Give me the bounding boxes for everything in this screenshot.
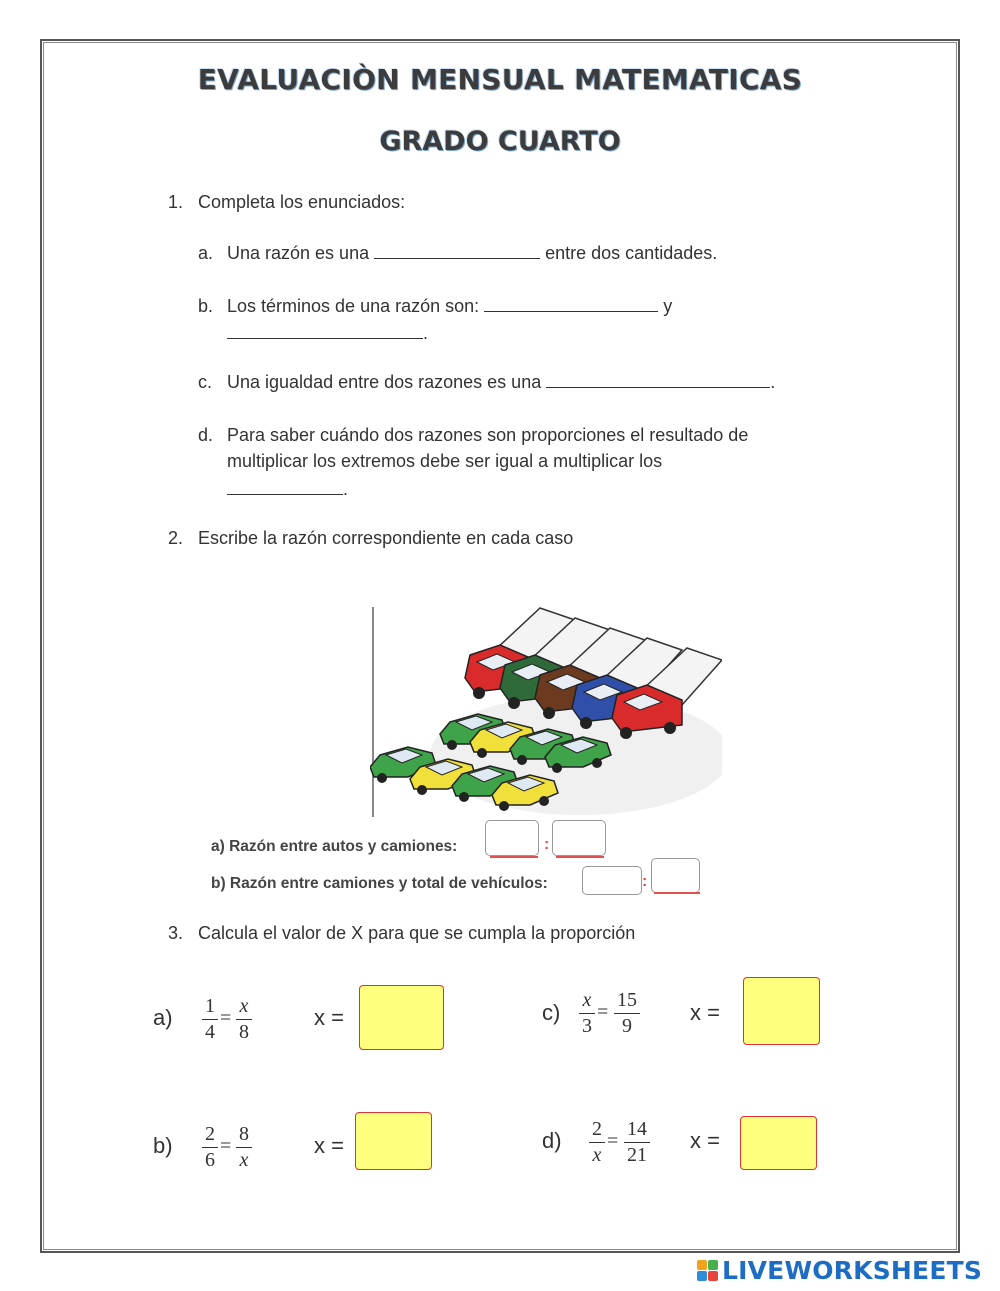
q1d-end: . bbox=[343, 479, 349, 499]
q3c-d2: 9 bbox=[622, 1015, 632, 1037]
q1c-end: . bbox=[770, 372, 776, 392]
q3d-n2: 14 bbox=[627, 1118, 647, 1140]
q3a-d2: 8 bbox=[239, 1021, 249, 1043]
q3b-d2: x bbox=[239, 1149, 249, 1171]
page-subtitle: GRADO CUARTO bbox=[379, 126, 621, 157]
logo-text: LIVEWORKSHEETS bbox=[722, 1255, 983, 1285]
q2-number: 2. bbox=[168, 528, 184, 548]
q3c-answer-input[interactable] bbox=[743, 977, 820, 1045]
q3a-d1: 4 bbox=[205, 1021, 215, 1043]
q3d-answer-input[interactable] bbox=[740, 1116, 817, 1170]
q1a-label: a. bbox=[198, 243, 214, 263]
q1a-post: entre dos cantidades. bbox=[545, 243, 718, 263]
q3b-n2: 8 bbox=[239, 1123, 249, 1145]
q2b-input-2[interactable] bbox=[651, 858, 700, 893]
q3c-label: c) bbox=[542, 1000, 561, 1025]
logo-square bbox=[697, 1260, 707, 1270]
q3a-label: a) bbox=[153, 1005, 173, 1030]
q3a-answer-input[interactable] bbox=[359, 985, 444, 1050]
q1a-pre: Una razón es una bbox=[227, 243, 370, 263]
q2a-question: a) Razón entre autos y camiones: bbox=[211, 838, 458, 855]
q1b-line2 bbox=[227, 320, 428, 346]
q2a-underline-2 bbox=[556, 856, 604, 858]
q3d-x-equals: x = bbox=[690, 1128, 720, 1153]
q3d-label: d) bbox=[542, 1128, 562, 1153]
q2b-separator: : bbox=[642, 873, 648, 890]
q2a-input-1[interactable] bbox=[485, 820, 539, 856]
q3d-bar-1 bbox=[589, 1142, 605, 1143]
q1b-label: b. bbox=[198, 296, 214, 316]
q1a-blank bbox=[374, 240, 540, 259]
q1d-line1: Para saber cuándo dos razones son proporciones el resultado de bbox=[227, 425, 749, 445]
page-title: EVALUACIÒN MENSUAL MATEMATICAS bbox=[197, 63, 803, 96]
q1b-blank-2 bbox=[227, 320, 423, 339]
q2a-input-2[interactable] bbox=[552, 820, 606, 856]
q3c-n2: 15 bbox=[617, 989, 637, 1011]
q3d-d1: x bbox=[592, 1144, 602, 1166]
q2b-underline-2 bbox=[654, 892, 700, 894]
q1b-mid: y bbox=[663, 296, 673, 316]
q3a-eq: = bbox=[220, 1007, 232, 1029]
q3b-n1: 2 bbox=[205, 1123, 215, 1145]
q3a-bar-1 bbox=[202, 1019, 218, 1020]
q2b-input-1[interactable] bbox=[582, 866, 642, 895]
q3b-x-equals: x = bbox=[314, 1133, 344, 1158]
q1d-label: d. bbox=[198, 425, 214, 445]
q1d-line2: multiplicar los extremos debe ser igual a multiplicar los bbox=[227, 451, 663, 471]
q1d-blank bbox=[227, 476, 343, 495]
q1b-statement bbox=[227, 293, 672, 319]
q3b-eq: = bbox=[220, 1135, 232, 1157]
q3b-bar-1 bbox=[202, 1147, 218, 1148]
q3a-n1: 1 bbox=[205, 995, 215, 1017]
q3b-label: b) bbox=[153, 1133, 173, 1158]
q3-text: Calcula el valor de X para que se cumpla la proporción bbox=[198, 923, 636, 943]
q3c-d1: 3 bbox=[582, 1015, 592, 1037]
q3c-bar-2 bbox=[614, 1013, 640, 1014]
q3d-bar-2 bbox=[624, 1142, 650, 1143]
q1b-end: . bbox=[423, 323, 429, 343]
q1b-pre: Los términos de una razón son: bbox=[227, 296, 480, 316]
q1c-label: c. bbox=[198, 372, 213, 392]
q1c-pre: Una igualdad entre dos razones es una bbox=[227, 372, 542, 392]
q3c-x-equals: x = bbox=[690, 1000, 720, 1025]
q1c-statement bbox=[227, 369, 775, 395]
q3b-d1: 6 bbox=[205, 1149, 215, 1171]
q3c-bar-1 bbox=[579, 1013, 595, 1014]
q1c-blank bbox=[546, 369, 770, 388]
q1-number: 1. bbox=[168, 192, 184, 212]
q2b-question: b) Razón entre camiones y total de vehículos: bbox=[211, 875, 548, 892]
logo-square bbox=[708, 1260, 718, 1270]
q1b-blank-1 bbox=[484, 293, 658, 312]
logo-square bbox=[697, 1271, 707, 1281]
q3b-answer-input[interactable] bbox=[355, 1112, 432, 1170]
liveworksheets-logo[interactable] bbox=[697, 1255, 982, 1285]
logo-square bbox=[708, 1271, 718, 1281]
q3a-x-equals: x = bbox=[314, 1005, 344, 1030]
q3a-bar-2 bbox=[236, 1019, 252, 1020]
q1-text: Completa los enunciados: bbox=[198, 192, 406, 212]
logo-squares-icon bbox=[697, 1260, 718, 1281]
vehicles-illustration bbox=[370, 605, 722, 820]
q1a-statement bbox=[227, 240, 717, 266]
q3d-d2: 21 bbox=[627, 1144, 647, 1166]
q3d-n1: 2 bbox=[592, 1118, 602, 1140]
q2a-underline-1 bbox=[490, 856, 538, 858]
q1d-line3 bbox=[227, 476, 348, 502]
q3b-bar-2 bbox=[236, 1147, 252, 1148]
q3a-n2: x bbox=[239, 995, 249, 1017]
q2-text: Escribe la razón correspondiente en cada caso bbox=[198, 528, 574, 548]
q3-number: 3. bbox=[168, 923, 184, 943]
q3c-n1: x bbox=[582, 989, 592, 1011]
q2a-separator: : bbox=[544, 836, 550, 853]
q3c-eq: = bbox=[597, 1001, 609, 1023]
q3d-eq: = bbox=[607, 1130, 619, 1152]
